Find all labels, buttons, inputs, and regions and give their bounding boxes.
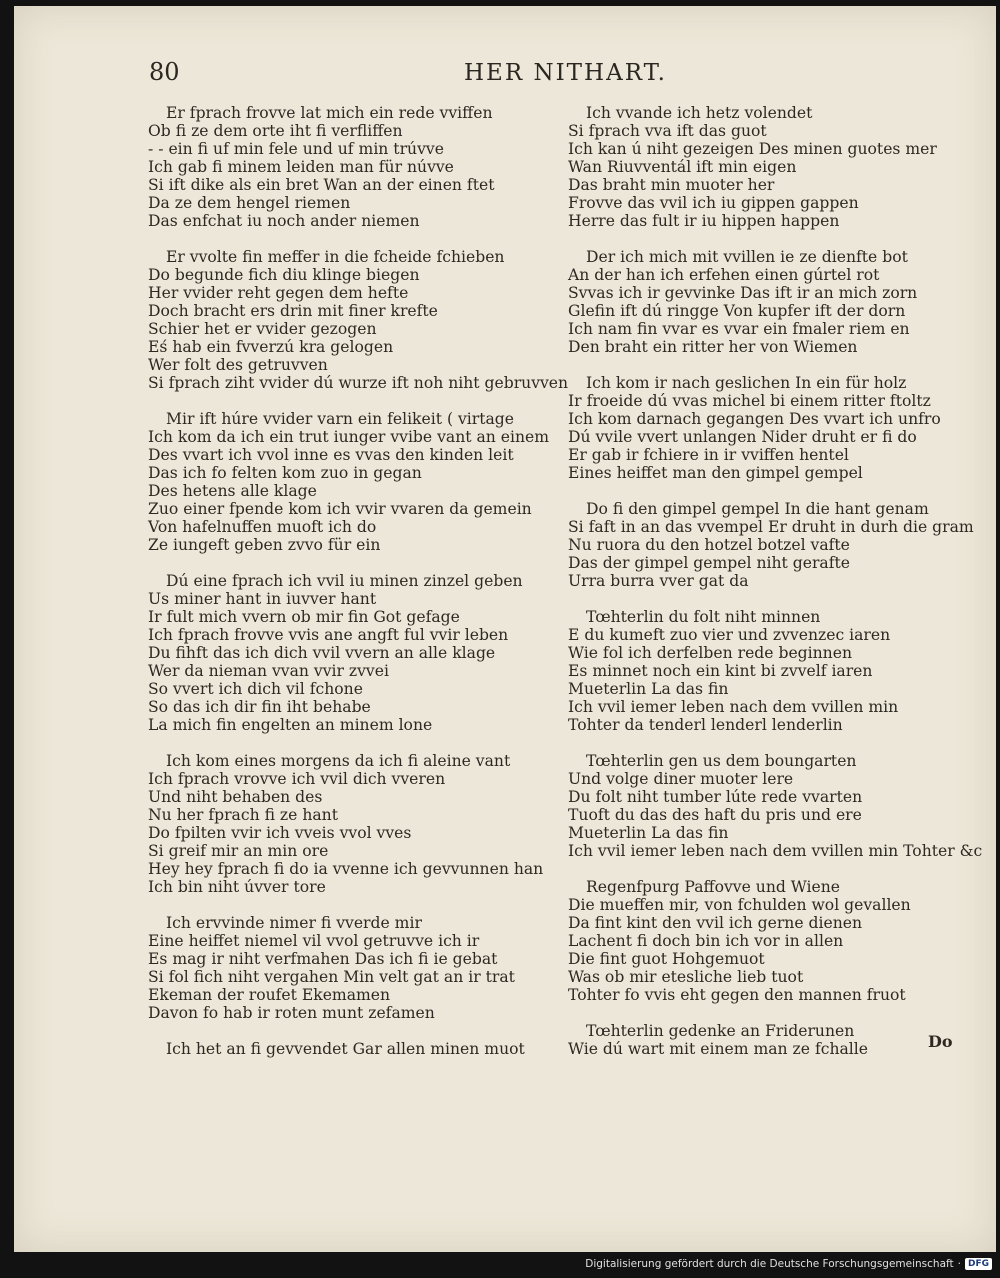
verse-line: So vvert ich dich vil fchone: [148, 680, 363, 698]
verse-line: Du fihft das ich dich vvil vvern an alle klage: [148, 644, 496, 662]
verse-line: Ich kom darnach gegangen Des vvart ich unfro: [568, 410, 941, 428]
verse-line: Ich vvil iemer leben nach dem vvillen min: [568, 698, 899, 716]
digitization-footer: [585, 1256, 992, 1272]
verse-line: Do fpilten vvir ich vveis vvol vves: [148, 824, 412, 842]
verse-line: Ich fprach vrovve ich vvil dich vveren: [148, 770, 446, 788]
stanza: [148, 248, 569, 392]
verse-line: Do begunde fich diu klinge biegen: [148, 266, 420, 284]
verse-line: Nu her fprach fi ze hant: [148, 806, 338, 824]
verse-line: Tœhterlin gedenke an Friderunen: [586, 1022, 855, 1040]
verse-line: Hey hey fprach fi do ia vvenne ich gevvunnen han: [148, 860, 544, 878]
verse-line: Davon fo hab ir roten munt zefamen: [148, 1004, 435, 1022]
verse-line: Ich het an fi gevvendet Gar allen minen muot: [166, 1040, 525, 1058]
verse-line: Herre das fult ir iu hippen happen: [568, 212, 840, 230]
verse-line: An der han ich erfehen einen gúrtel rot: [568, 266, 880, 284]
verse-line: Des vvart ich vvol inne es vvas den kinden leit: [148, 446, 514, 464]
right-text-column: [568, 104, 988, 1076]
verse-line: Glefin ift dú ringge Von kupfer ift der dorn: [568, 302, 906, 320]
verse-line: Der ich mich mit vvillen ie ze dienfte bot: [586, 248, 908, 266]
verse-line: Mueterlin La das fin: [568, 680, 729, 698]
verse-line: Ob fi ze dem orte iht fi verfliffen: [148, 122, 403, 140]
verse-line: Ekeman der roufet Ekemamen: [148, 986, 391, 1004]
verse-line: Schier het er vvider gezogen: [148, 320, 377, 338]
verse-line: Ich vvil iemer leben nach dem vvillen min Tohter &c: [568, 842, 983, 860]
stanza: [148, 572, 558, 734]
verse-line: Si fol fich niht vergahen Min velt gat an ir trat: [148, 968, 515, 986]
verse-line: - - ein fi uf min fele und uf min trúvve: [148, 140, 444, 158]
verse-line: Er vvolte fin meffer in die fcheide fchieben: [166, 248, 505, 266]
verse-line: Wer folt des getruvven: [148, 356, 328, 374]
verse-line: Si ift dike als ein bret Wan an der einen ftet: [148, 176, 495, 194]
stanza: [568, 248, 988, 356]
verse-line: Du folt niht tumber lúte rede vvarten: [568, 788, 863, 806]
verse-line: Das ich fo felten kom zuo in gegan: [148, 464, 422, 482]
verse-line: Wan Riuvventál ift min eigen: [568, 158, 797, 176]
verse-line: Den braht ein ritter her von Wiemen: [568, 338, 858, 356]
verse-line: Dú vvile vvert unlangen Nider druht er fi do: [568, 428, 917, 446]
verse-line: Si fprach ziht vvider dú wurze ift noh niht gebruvven: [148, 374, 569, 392]
stanza: [148, 104, 558, 230]
verse-line: La mich fin engelten an minem lone: [148, 716, 433, 734]
verse-line: Die mueffen mir, von fchulden wol gevallen: [568, 896, 911, 914]
verse-line: Ich bin niht úvver tore: [148, 878, 326, 896]
verse-line: Doch bracht ers drin mit finer krefte: [148, 302, 438, 320]
verse-line: Da ze dem hengel riemen: [148, 194, 351, 212]
verse-line: Tœhterlin gen us dem boungarten: [586, 752, 857, 770]
verse-line: Zuo einer fpende kom ich vvir vvaren da gemein: [148, 500, 532, 518]
verse-line: Svvas ich ir gevvinke Das ift ir an mich zorn: [568, 284, 918, 302]
verse-line: Wie dú wart mit einem man ze fchalle: [568, 1040, 868, 1058]
verse-line: So das ich dir fin iht behabe: [148, 698, 371, 716]
verse-line: Er fprach frovve lat mich ein rede vviffen: [166, 104, 493, 122]
verse-line: Tœhterlin du folt niht minnen: [586, 608, 821, 626]
verse-line: Dú eine fprach ich vvil iu minen zinzel geben: [166, 572, 523, 590]
stanza: [568, 500, 988, 590]
left-text-column: [148, 104, 569, 1076]
verse-line: Ich ervvinde nimer fi vverde mir: [166, 914, 422, 932]
verse-line: Frovve das vvil ich iu gippen gappen: [568, 194, 859, 212]
verse-line: Ir froeide dú vvas michel bi einem ritter ftoltz: [568, 392, 931, 410]
stanza: [568, 752, 988, 860]
verse-line: Si greif mir an min ore: [148, 842, 329, 860]
verse-line: Ich kom da ich ein trut iunger vvibe vant an einem: [148, 428, 550, 446]
verse-line: Ich kom ir nach geslichen In ein für holz: [586, 374, 907, 392]
verse-line: Und niht behaben des: [148, 788, 323, 806]
verse-line: Ze iungeft geben zvvo für ein: [148, 536, 381, 554]
verse-line: E du kumeft zuo vier und zvvenzec iaren: [568, 626, 891, 644]
verse-line: Des hetens alle klage: [148, 482, 317, 500]
stanza: [568, 608, 988, 734]
catchword: Do: [928, 1032, 953, 1051]
verse-line: Ich gab fi minem leiden man für núvve: [148, 158, 454, 176]
verse-line: Das enfchat iu noch ander niemen: [148, 212, 420, 230]
dfg-logo: DFG: [965, 1258, 992, 1270]
stanza: [148, 914, 558, 1022]
verse-line: Wie fol ich derfelben rede beginnen: [568, 644, 852, 662]
verse-line: Die fint guot Hohgemuot: [568, 950, 765, 968]
verse-line: Mueterlin La das fin: [568, 824, 729, 842]
verse-line: Eine heiffet niemel vil vvol getruvve ich ir: [148, 932, 480, 950]
stanza: [568, 104, 988, 230]
funding-credit: Digitalisierung gefördert durch die Deutsche Forschungsgemeinschaft: [585, 1258, 954, 1270]
verse-line: Und volge diner muoter lere: [568, 770, 794, 788]
stanza: [568, 878, 988, 1004]
verse-line: Ich nam fin vvar es vvar ein fmaler riem en: [568, 320, 910, 338]
verse-line: Urra burra vver gat da: [568, 572, 749, 590]
verse-line: Her vvider reht gegen dem hefte: [148, 284, 409, 302]
verse-line: Ich vvande ich hetz volendet: [586, 104, 813, 122]
verse-line: Mir ift húre vvider varn ein felikeit ( virtage: [166, 410, 515, 428]
verse-line: Das braht min muoter her: [568, 176, 775, 194]
verse-line: Us miner hant in iuvver hant: [148, 590, 377, 608]
verse-line: Ir fult mich vvern ob mir fin Got gefage: [148, 608, 460, 626]
verse-line: Si fprach vva ift das guot: [568, 122, 767, 140]
verse-line: Wer da nieman vvan vvir zvvei: [148, 662, 389, 680]
verse-line: Ich fprach frovve vvis ane angft ful vvir leben: [148, 626, 509, 644]
verse-line: Ich kom eines morgens da ich fi aleine vant: [166, 752, 511, 770]
page-number: 80: [149, 58, 180, 86]
verse-line: Si faft in an das vvempel Er druht in durh die gram: [568, 518, 974, 536]
verse-line: Regenfpurg Paffovve und Wiene: [586, 878, 841, 896]
verse-line: Lachent fi doch bin ich vor in allen: [568, 932, 844, 950]
verse-line: Nu ruora du den hotzel botzel vafte: [568, 536, 850, 554]
verse-line: Es mag ir niht verfmahen Das ich fi ie gebat: [148, 950, 498, 968]
verse-line: Tohter fo vvis eht gegen den mannen fruot: [568, 986, 906, 1004]
scanned-page: [14, 6, 996, 1252]
verse-line: Eś hab ein fvverzú kra gelogen: [148, 338, 394, 356]
verse-line: Do fi den gimpel gempel In die hant genam: [586, 500, 929, 518]
verse-line: Tohter da tenderl lenderl lenderlin: [568, 716, 843, 734]
running-title: HER NITHART.: [464, 60, 667, 86]
verse-line: Ich kan ú niht gezeigen Des minen guotes mer: [568, 140, 937, 158]
verse-line: Es minnet noch ein kint bi zvvelf iaren: [568, 662, 873, 680]
verse-line: Da fint kint den vvil ich gerne dienen: [568, 914, 863, 932]
stanza: [568, 1022, 988, 1058]
verse-line: Das der gimpel gempel niht gerafte: [568, 554, 850, 572]
separator: ·: [957, 1258, 961, 1270]
stanza: [148, 410, 558, 554]
verse-line: Tuoft du das des haft du pris und ere: [568, 806, 862, 824]
verse-line: Von hafelnuffen muoft ich do: [148, 518, 377, 536]
verse-line: Was ob mir etesliche lieb tuot: [568, 968, 804, 986]
stanza: [148, 752, 558, 896]
stanza: [568, 374, 988, 482]
verse-line: Eines heiffet man den gimpel gempel: [568, 464, 863, 482]
stanza: [148, 1040, 558, 1058]
verse-line: Er gab ir fchiere in ir vviffen hentel: [568, 446, 849, 464]
